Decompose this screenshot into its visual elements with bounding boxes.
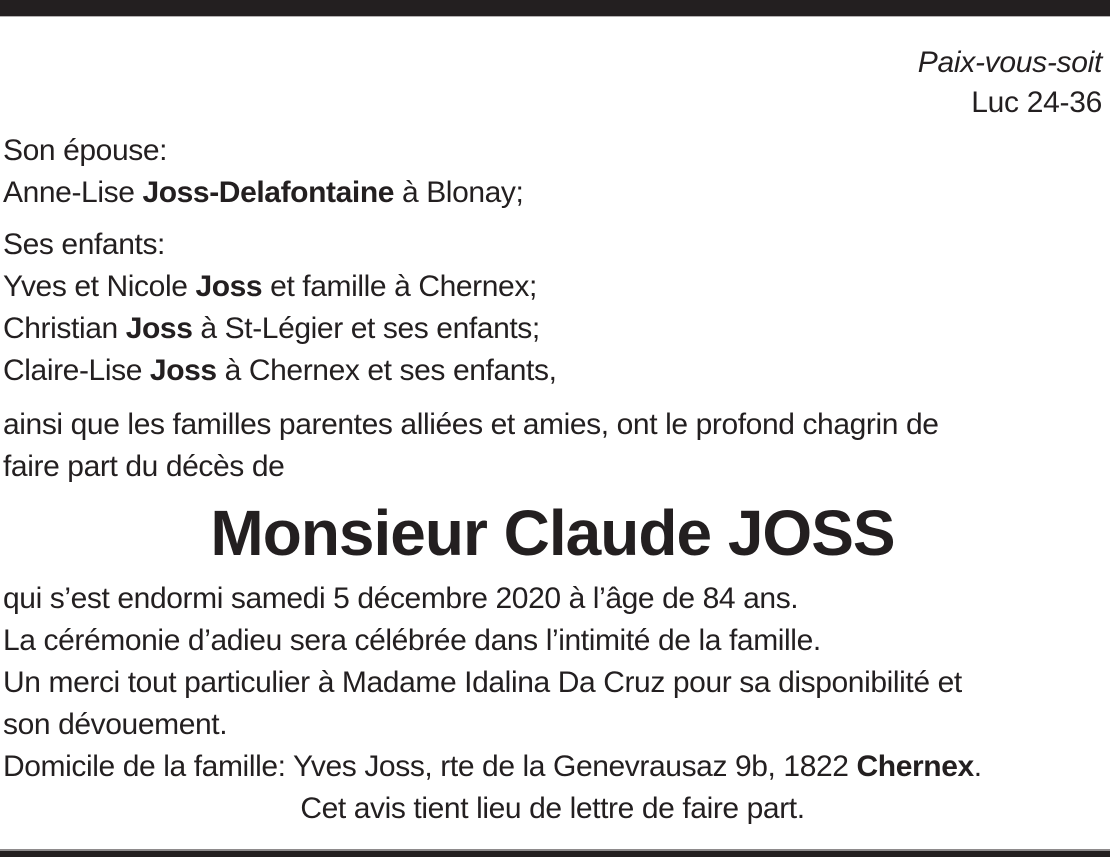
child-surname-bold: Joss	[195, 270, 263, 303]
detail-line: Un merci tout particulier à Madame Idalina Da Cruz pour sa disponibilité et	[3, 666, 962, 699]
intro-line: faire part du décès de	[3, 450, 285, 483]
child-line	[3, 350, 1102, 392]
spouse-surname-bold: Joss-Delafontaine	[142, 176, 395, 209]
child-surname-bold: Joss	[149, 354, 217, 387]
notice-content	[0, 43, 1110, 830]
child-surname-bold: Joss	[125, 312, 193, 345]
detail-line: qui s’est endormi samedi 5 décembre 2020 à l’âge de 84 ans.	[3, 582, 799, 615]
child-line	[3, 308, 1102, 350]
child-line	[3, 266, 1102, 308]
domicile-segment: Domicile de la famille: Yves Joss, rte de la Genevrausaz 9b, 1822	[3, 750, 857, 783]
deceased-name-title: Monsieur Claude JOSS	[210, 497, 895, 569]
domicile-place-bold: Chernex	[856, 750, 974, 783]
child-segment: Claire-Lise	[3, 354, 150, 387]
child-segment: Yves et Nicole	[3, 270, 196, 303]
epigraph-motto: Paix-vous-soit	[917, 46, 1102, 79]
child-segment: à Chernex et ses enfants,	[216, 354, 557, 387]
spouse-name-line	[3, 172, 1102, 214]
spouse-segment: Anne-Lise	[3, 176, 143, 209]
spouse-label: Son épouse:	[3, 134, 168, 167]
child-segment: Christian	[3, 312, 126, 345]
epigraph	[3, 43, 1102, 123]
child-segment: à St-Légier et ses enfants;	[192, 312, 540, 345]
children-block	[3, 224, 1102, 392]
intro-block	[3, 404, 1102, 488]
children-label: Ses enfants:	[3, 228, 165, 261]
bottom-black-bar	[0, 851, 1110, 857]
detail-line: La cérémonie d’adieu sera célébrée dans l’intimité de la famille.	[3, 624, 821, 657]
bottom-border	[0, 849, 1110, 857]
detail-line: son dévouement.	[3, 708, 228, 741]
closing-line: Cet avis tient lieu de lettre de faire part.	[300, 792, 805, 825]
epigraph-reference: Luc 24-36	[971, 86, 1102, 119]
domicile-segment: .	[973, 750, 982, 783]
spouse-block	[3, 130, 1102, 214]
domicile-line	[3, 746, 1102, 788]
top-border-bar	[0, 0, 1110, 17]
details-block	[3, 578, 1102, 830]
child-segment: et famille à Chernex;	[262, 270, 537, 303]
intro-line: ainsi que les familles parentes alliées et amies, ont le profond chagrin de	[3, 408, 939, 441]
spouse-segment: à Blonay;	[394, 176, 524, 209]
